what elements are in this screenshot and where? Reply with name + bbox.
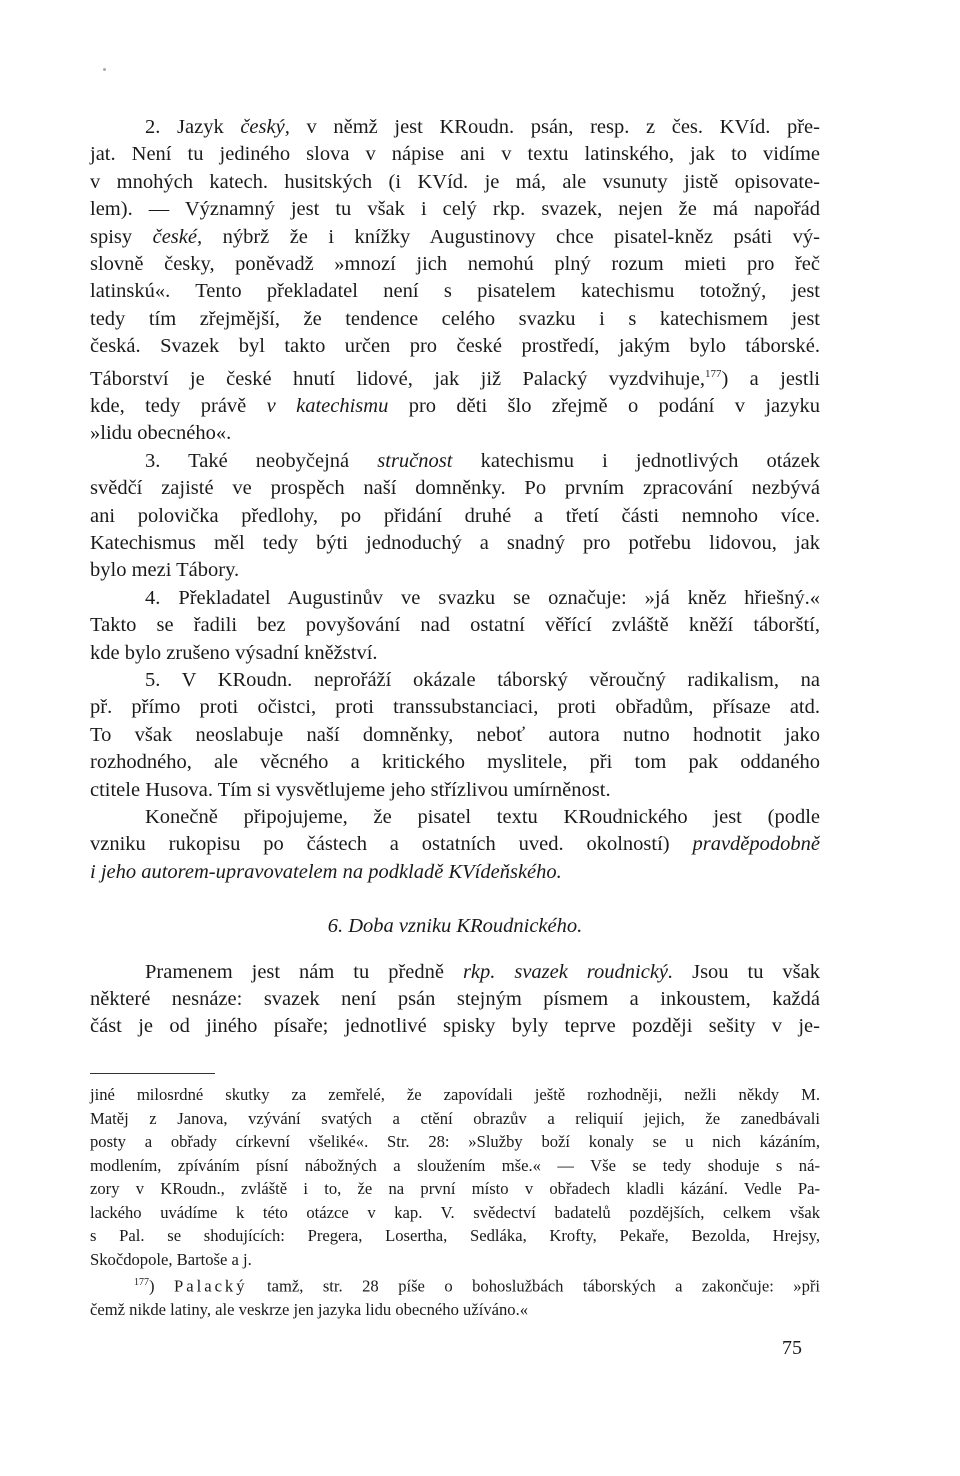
text-line: 4. Překladatel Augustinův ve svazku se označuje: »já kněz hřiešný.« [145,586,820,609]
text-line: Konečně připojujeme, že pisatel textu KRoudnického jest (podle [145,805,820,828]
text-line: i jeho autorem-upravovatelem na podkladě KVídeňského. [90,860,562,883]
footnote-line: Skočdopole, Bartoše a j. [90,1249,252,1269]
text-line: některé nesnáze: svazek není psán stejným písmem a inkoustem, každá [90,988,820,1011]
text-line: česká. Svazek byl takto určen pro české prostředí, jakým bylo táborské. [90,335,820,358]
footnote-ref: 177 [704,367,722,380]
footnote-divider [90,1073,215,1074]
footnote-line: modlením, zpíváním písní nábožných a sloužením mše.« — Vše se tedy shoduje s ná- [90,1155,820,1175]
text-line: 2. Jazyk český, v němž jest KRoudn. psán, resp. z čes. KVíd. pře- [145,116,820,138]
text-line: bylo mezi Tábory. [90,559,240,582]
footnote-line: Matěj z Janova, vzývání svatých a ctění obrazův a reliquií jejich, že zanedbávali [90,1108,820,1128]
text-line: lem). — Významný jest tu však i celý rkp. svazek, nejen že má napořád [90,198,820,221]
text-line: svědčí zajisté ve prospěch naší domněnky. Po prvním zpracování nezbývá [90,477,820,500]
footnote-line: lackého uvádíme k této otázce v kap. V. svědectví badatelů pozdějších, celkem však [90,1202,820,1222]
text-line: Katechismus měl tedy býti jednoduchý a snadný pro potřebu lidovou, jak [90,531,820,554]
footnote-line: $^{177}$) Palacký tamž, str. 28 píše o bohoslužbách táborských a zakončuje: »při [134,1276,820,1296]
text-line: v mnohých katech. husitských (i KVíd. je má, ale vsunuty jistě opisovate- [90,170,820,193]
paper-speck [103,68,106,71]
text-line: »lidu obecného«. [90,422,232,445]
text-line: 5. V KRoudn. neprořáží okázale táborský věroučný radikalism, na [145,668,820,691]
text-line: latinskú«. Tento překladatel není s pisatelem katechismu totožný, jest [90,280,820,303]
footnote-line: s Pal. se shodujících: Pregera, Losertha, Sedláka, Krofty, Pekaře, Bezolda, Hrejsy, [90,1226,820,1245]
text-line: slovně česky, poněvadž »mnozí jich nemohú plný rozum mieti pro řeč [90,253,820,276]
text-line: Pramenem jest nám tu předně rkp. svazek roudnický. Jsou tu však [145,960,820,983]
text-line: Táborství je české hnutí lidové, jak již Palacký vyzdvihuje,$^{177}$) a jestli [90,367,820,390]
text-line: rozhodného, ale věcného a kritického myslitele, při tom pak oddaného [90,751,820,774]
page-number: 75 [782,1337,802,1359]
text-line: To však neoslabuje naší domněnky, neboť autora nutno hodnotit jako [90,723,820,746]
text-line: Takto se řadili bez povyšování nad ostatní věřící zvláště kněží táborští, [90,614,820,637]
text-line: kde, tedy právě v katechismu pro děti šlo zřejmě o podání v jazyku [90,394,820,417]
footnote-line: zory v KRoudn., zvláště i to, že na první místo v obřadech kladli kázání. Vedle Pa- [90,1179,820,1198]
text-line: kde bylo zrušeno výsadní kněžství. [90,641,378,664]
footnote-line: posty a obřady církevní všeliké«. Str. 28: »Služby boží konaly se u nich kázáním, [90,1132,820,1151]
text-line: ani polovička předlohy, po přidání druhé a třetí části nemnoho více. [90,504,820,527]
text-line: př. přímo proti očistci, proti transsubstanciaci, proti obřadům, přísaze atd. [90,696,820,719]
text-line: jat. Není tu jediného slova v nápise ani v textu latinského, jak to vidíme [90,143,820,166]
section-heading: 6. Doba vzniku KRoudnického. [327,915,583,938]
footnote-line: jiné milosrdné skutky za zemřelé, že zapovídali ještě rozhodněji, nežli někdy M. [90,1085,820,1104]
footnote-number: 177 [134,1277,149,1288]
text-line: spisy české, nýbrž že i knížky Augustinovy chce pisatel-kněz psáti vý- [90,225,820,248]
text-line: ctitele Husova. Tím si vysvětlujeme jeho střízlivou umírněnost. [90,778,611,801]
text-line: část je od jiného písaře; jednotlivé spisky byly teprve později sešity v je- [90,1015,820,1038]
text-line: 3. Také neobyčejná stručnost katechismu i jednotlivých otázek [145,449,821,472]
footnotes [90,1083,820,1322]
text-line: tedy tím zřejmější, že tendence celého svazku i s katechismem jest [90,307,820,330]
text-line: vzniku rukopisu po částech a ostatních uved. okolností) pravděpodobně [90,833,820,856]
main-text [90,114,820,1041]
footnote-line: čemž nikde latiny, ale veskrze jen jazyka lidu obecného užíváno.« [90,1300,529,1320]
